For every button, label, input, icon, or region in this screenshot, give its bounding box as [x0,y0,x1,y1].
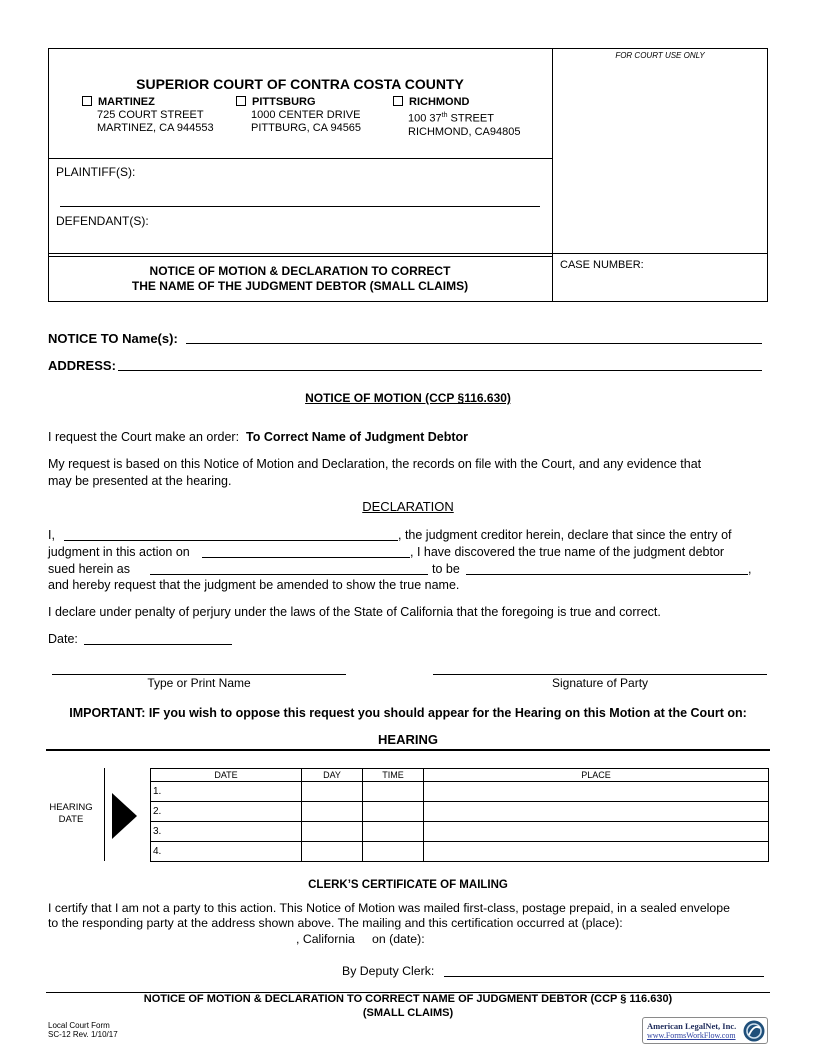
col-date: DATE [151,769,302,782]
table-row[interactable]: 2. [151,802,769,822]
hearing-rule [46,749,770,751]
signature-line[interactable] [433,674,767,675]
pittsburg-city: PITTBURG, CA 94565 [251,122,362,134]
deputy-clerk-line[interactable] [444,976,764,977]
address-line[interactable] [118,370,762,371]
signature-caption: Signature of Party [551,676,649,690]
location-martinez [82,96,214,135]
table-row[interactable]: 3. [151,822,769,842]
arrow-right-icon [112,793,138,839]
declarant-name-line[interactable] [64,540,398,541]
decl-i: I, [48,528,55,542]
brand-url[interactable]: www.FormsWorkFlow.com [647,1031,736,1040]
richmond-city: RICHMOND, CA94805 [408,125,521,138]
form-title-line2: THE NAME OF THE JUDGMENT DEBTOR (SMALL CLAIMS) [131,279,469,293]
decl-comma: , [748,562,752,576]
form-title-line1: NOTICE OF MOTION & DECLARATION TO CORRECT [149,264,451,278]
date-label: Date: [48,632,78,646]
print-name-caption: Type or Print Name [147,676,251,690]
print-name-line[interactable] [52,674,346,675]
request-line [48,430,468,444]
clerk-on-date: on (date): [372,932,425,946]
brand-name: American LegalNet, Inc. [647,1021,737,1031]
col-time: TIME [363,769,424,782]
header-vertical-divider [552,48,553,302]
richmond-checkbox[interactable] [393,96,403,106]
header-divider-3 [48,256,552,257]
globe-logo-icon [742,1019,766,1043]
judgment-date-line[interactable] [202,557,410,558]
table-row[interactable]: 1. [151,782,769,802]
footer-title-line1: NOTICE OF MOTION & DECLARATION TO CORRECT NAME OF JUDGMENT DEBTOR (CCP § 116.630) [143,993,673,1005]
hearing-table [150,768,769,862]
hearing-bracket-line [104,768,105,861]
request-prefix: I request the Court make an order: [48,430,240,444]
brand-badge [642,1017,768,1044]
pittsburg-checkbox[interactable] [236,96,246,106]
form-id-line2: SC-12 Rev. 1/10/17 [48,1030,118,1039]
col-day: DAY [302,769,363,782]
pittsburg-street: 1000 CENTER DRIVE [251,109,361,121]
clerk-line2: to the responding party at the address shown above. The mailing and this certification occurred at (place): [48,916,623,930]
clerk-california: , California [296,932,355,946]
clerk-heading: CLERK’S CERTIFICATE OF MAILING [308,879,508,891]
plaintiff-label: PLAINTIFF(S): [56,165,136,179]
footer-title-line2: (SMALL CLAIMS) [362,1007,454,1019]
defendant-label: DEFENDANT(S): [56,214,149,228]
hearing-heading: HEARING [378,732,438,747]
court-name: SUPERIOR COURT OF CONTRA COSTA COUNTY [136,76,464,92]
hearing-table-header [151,769,769,782]
decl-discovered: , I have discovered the true name of the judgment debtor [410,545,725,559]
table-row[interactable]: 4. [151,842,769,862]
decl-judgment-on: judgment in this action on [48,545,190,559]
deputy-clerk-label: By Deputy Clerk: [342,964,435,978]
address-label: ADDRESS: [48,358,116,373]
plaintiff-line[interactable] [60,206,540,207]
notice-name-line[interactable] [186,343,762,344]
case-number-label: CASE NUMBER: [560,259,644,271]
request-bold: To Correct Name of Judgment Debtor [246,430,469,444]
pittsburg-name: PITTSBURG [252,96,316,108]
date-line[interactable] [84,644,232,645]
richmond-name: RICHMOND [409,96,470,108]
col-place: PLACE [424,769,769,782]
court-use-label: FOR COURT USE ONLY [615,51,705,60]
declaration-heading: DECLARATION [362,499,454,514]
richmond-street: 100 37th STREET [408,112,494,125]
decl-sued-as: sued herein as [48,562,131,576]
martinez-city: MARTINEZ, CA 944553 [97,122,214,134]
martinez-checkbox[interactable] [82,96,92,106]
decl-amended: and hereby request that the judgment be amended to show the true name. [48,578,460,592]
notice-heading: NOTICE OF MOTION (CCP §116.630) [305,391,511,405]
basis-line2: may be presented at the hearing. [48,474,232,488]
martinez-name: MARTINEZ [98,96,155,108]
location-pittsburg [236,96,361,135]
martinez-street: 725 COURT STREET [97,109,204,121]
header-divider-1 [48,158,552,159]
basis-line1: My request is based on this Notice of Motion and Declaration, the records on file with the Court, and any evidence that [48,457,702,471]
decl-creditor: , the judgment creditor herein, declare that since the entry of [398,528,732,542]
important-notice: IMPORTANT: IF you wish to oppose this request you should appear for the Hearing on this Motion at the Court on: [69,706,747,720]
decl-perjury: I declare under penalty of perjury under the laws of the State of California that the foregoing is true and correct. [48,605,661,619]
true-name-line[interactable] [466,574,748,575]
decl-to-be: to be [432,562,460,576]
clerk-line1: I certify that I am not a party to this action. This Notice of Motion was mailed first-class, postage prepaid, in a sealed envelope [48,901,730,915]
form-id-line1: Local Court Form [48,1021,110,1030]
hearing-date-label: HEARING DATE [49,802,93,825]
sued-name-line[interactable] [150,574,428,575]
header-divider-2 [48,253,768,254]
location-richmond [393,96,520,139]
notice-name-label: NOTICE TO Name(s): [48,331,178,346]
